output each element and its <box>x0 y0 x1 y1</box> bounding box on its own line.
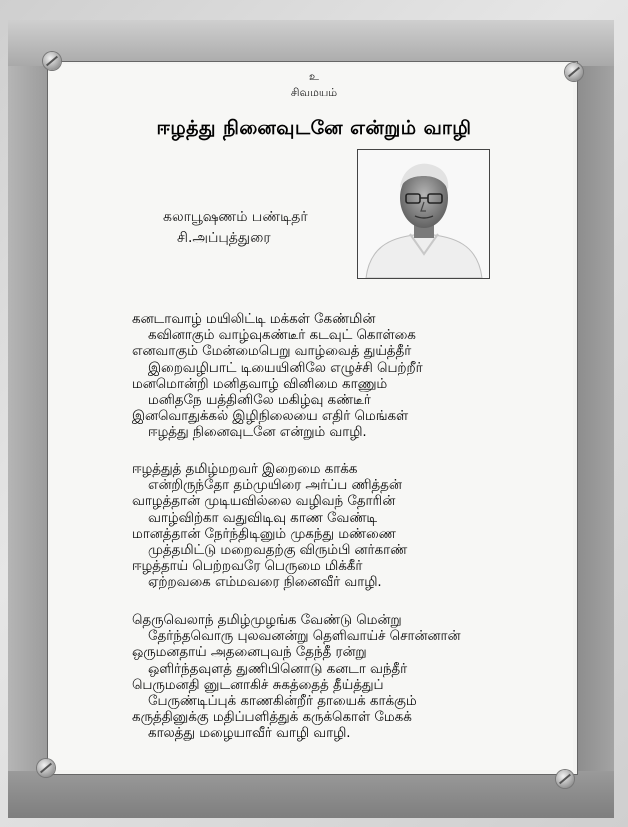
verse-line: ஈழத்து நினைவுடனே என்றும் வாழி. <box>148 425 367 441</box>
verse-2 <box>110 462 540 592</box>
verse-line: ஈழத்தாய் பெற்றவரே பெருமை மிக்கீர் <box>132 559 363 575</box>
verse-3 <box>110 613 540 743</box>
screw-bottom-left-icon <box>37 759 55 777</box>
verse-line: என்றிருந்தோ தம்முயிரை அர்ப்ப ணித்தன் <box>148 478 402 494</box>
verse-line: ஈழத்துத் தமிழ்மறவர் இறைமை காக்க <box>132 462 358 477</box>
invocation-symbol: உ <box>309 70 319 83</box>
verse-line: கவினாகும் வாழ்வுகண்டீர் கடவுட் கொள்கை <box>148 328 416 344</box>
verse-line: வாழ்விற்கா வதுவிடிவு காண வேண்டி <box>148 510 378 526</box>
verse-line: இனவொதுக்கல் இழிநிலையை எதிர் மெங்கள் <box>132 409 409 425</box>
verse-line: பெருமனதி னுடனாகிச் சுகத்தைத் தீய்த்துப் <box>132 677 384 693</box>
verse-line: மனமொன்றி மனிதவாழ் வினிமை காணும் <box>132 376 388 392</box>
frame-bevel-top <box>8 20 614 66</box>
verse-line: தெருவெலாந் தமிழ்முழங்க வேண்டு மென்று <box>132 613 402 628</box>
verse-line: மானத்தான் நேர்ந்திடினும் முகந்து மண்ணை <box>132 526 396 542</box>
verse-line: தேர்ந்தவொரு புலவனன்று தெளிவாய்ச் சொன்னான் <box>148 629 461 645</box>
verse-line: இறைவழிபாட் டியையினிலே எழுச்சி பெற்றீர் <box>148 360 423 376</box>
verse-1 <box>110 312 540 442</box>
frame-bevel-bottom <box>8 771 614 818</box>
author-name: சி.அப்புத்துரை <box>177 230 271 246</box>
author-title: கலாபூஷணம் பண்டிதர் <box>163 209 308 225</box>
screw-bottom-right-icon <box>556 770 574 788</box>
verse-line: பேருண்டிப்புக் காணகின்றீர் தாயைக் காக்கும் <box>148 694 417 710</box>
verse-line: மனிதநே யத்தினிலே மகிழ்வு கண்டீர் <box>148 393 371 409</box>
verse-line: முத்தமிட்டு மறைவதற்கு விரும்பி னர்காண் <box>148 543 408 559</box>
invocation-text: சிவமயம் <box>290 86 338 99</box>
verse-line: காலத்து மழையாவீர் வாழி வாழி. <box>148 726 351 742</box>
verse-line: ஏற்றவகை எம்மவரை நினைவீர் வாழி. <box>148 575 382 591</box>
verse-line: கனடாவாழ் மயிலிட்டி மக்கள் கேண்மின் <box>132 312 376 327</box>
verse-line: எனவாகும் மேன்மைபெறு வாழ்வைத் துய்த்தீர் <box>132 344 412 360</box>
portrait-image <box>358 150 489 278</box>
verse-line: ஒளிர்ந்தவுளத் துணிபினொடு கனடா வந்தீர் <box>148 661 408 677</box>
verse-line: வாழத்தான் முடியவில்லை வழிவந் தோரின் <box>132 494 396 510</box>
screw-top-left-icon <box>43 52 61 70</box>
verse-line: கருத்தினுக்கு மதிப்பளித்துக் கருக்கொள் மேகக் <box>132 710 412 726</box>
verse-line: ஒருமனதாய் அதனைபுவந் தேந்தீ ரன்று <box>132 645 367 661</box>
page-title: ஈழத்து நினைவுடனே என்றும் வாழி <box>156 117 472 139</box>
author-photo <box>357 149 490 279</box>
